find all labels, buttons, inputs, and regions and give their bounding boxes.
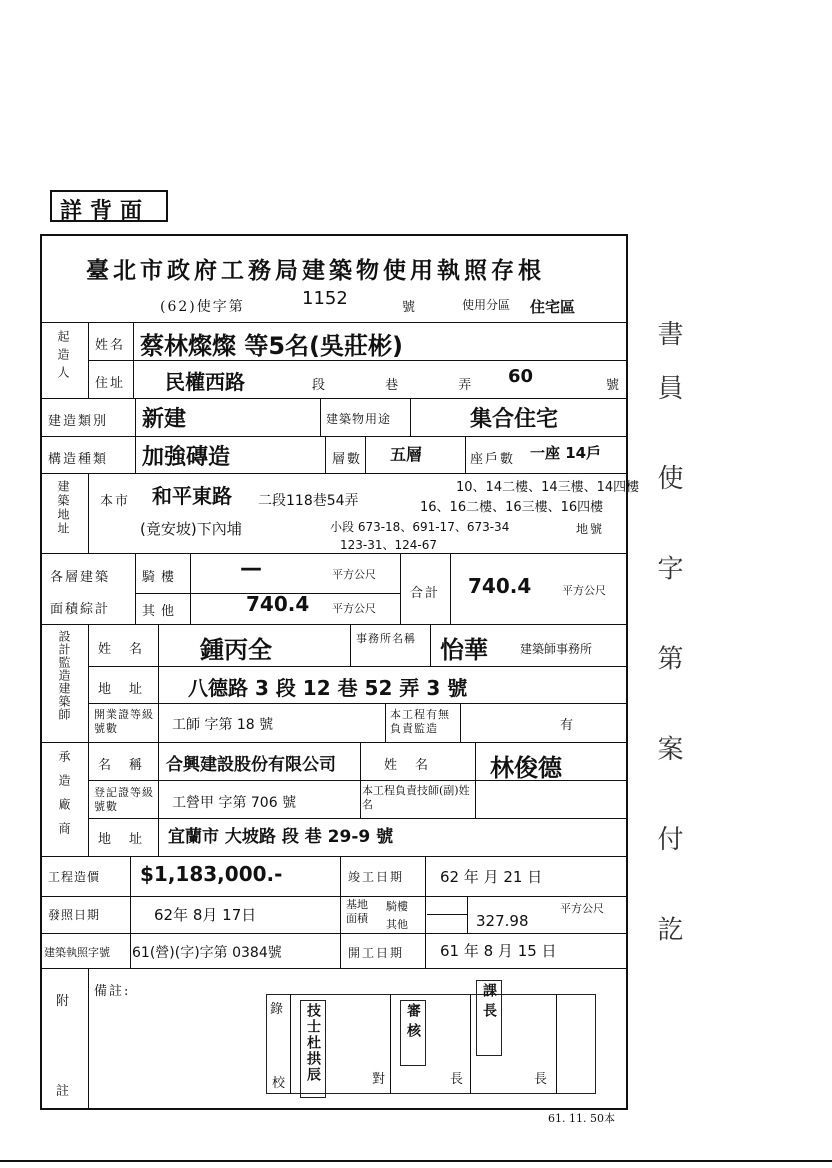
arcade-label: 騎樓 <box>142 570 181 585</box>
designer-office-value: 怡華 <box>440 636 488 664</box>
remarks-side-top: 附 <box>56 994 72 1009</box>
finish-value: 62 年 月 21 日 <box>440 868 543 886</box>
total-label: 合計 <box>410 586 441 601</box>
start-value: 61 年 8 月 15 日 <box>440 942 557 960</box>
permit-number: 1152 <box>302 288 348 309</box>
contractor-addr-value: 宜蘭市 大坡路 段 巷 29-9 號 <box>168 827 394 847</box>
margin-text: 書員 使 字 第 案 付 訖 <box>653 320 683 970</box>
stamp-label-2: 校 <box>272 1076 288 1091</box>
designer-supervise-value: 有 <box>560 718 576 733</box>
designer-name-value: 鍾丙全 <box>200 636 272 664</box>
site-group-label: 建築地址 <box>56 480 70 536</box>
permit-label: 建築執照字號 <box>44 946 110 959</box>
contractor-owner-label: 姓名 <box>384 758 447 773</box>
permit-value: 61(營)(字)字第 0384號 <box>132 945 282 961</box>
build-use-value: 集合住宅 <box>470 407 559 432</box>
contractor-name-label: 名稱 <box>98 758 161 773</box>
stamp-label-1: 錄 <box>270 1002 286 1017</box>
arcade-value: — <box>240 556 262 581</box>
applicant-name-label: 姓名 <box>95 338 126 353</box>
other-value: 740.4 <box>246 592 310 616</box>
stamp-review-text: 審核 <box>400 1000 426 1066</box>
designer-license-value: 工師 字第 18 號 <box>172 717 274 733</box>
designer-license-label: 開業證等級號數 <box>94 708 154 735</box>
finish-label: 竣工日期 <box>348 870 405 884</box>
contractor-owner-value: 林俊德 <box>490 754 562 782</box>
area-group-label-1: 各層建築 <box>50 570 111 585</box>
site-numbers-1: 10、14二樓、14三樓、14四樓 <box>456 480 640 495</box>
site-parcel: 小段 673-18、691-17、673-34 <box>330 520 510 534</box>
contractor-group-label: 承造廠商 <box>57 750 71 846</box>
designer-office-suffix: 建築師事務所 <box>520 642 593 656</box>
site-road: 和平東路 <box>152 484 232 508</box>
arcade-unit: 平方公尺 <box>332 568 376 581</box>
zone-label: 使用分區 <box>462 298 511 312</box>
units-value: 一座 14戶 <box>530 444 602 462</box>
permit-number-prefix: (62)使字第 <box>160 299 245 315</box>
stamp-label-5: 長 <box>534 1072 550 1087</box>
units-label: 座戶數 <box>470 452 516 467</box>
footer-code: 61. 11. 50本 <box>548 1112 615 1125</box>
start-label: 開工日期 <box>348 946 405 960</box>
site-segment: 二段118巷54弄 <box>258 493 359 509</box>
permit-number-suffix: 號 <box>402 300 418 315</box>
badge-text: 詳背面 <box>60 198 151 224</box>
site-numbers-2: 16、16二樓、16三樓、16四樓 <box>420 500 604 515</box>
struct-value: 加強磚造 <box>142 445 231 470</box>
build-type-value: 新建 <box>142 407 187 432</box>
site-district: (竟安坡)下內埔 <box>140 520 242 538</box>
floors-value: 五層 <box>390 445 423 464</box>
cost-value: $1,183,000.- <box>140 862 283 886</box>
base-value: 327.98 <box>476 912 529 930</box>
applicant-addr-label: 住址 <box>95 376 126 391</box>
contractor-reg-label: 登記證等級號數 <box>94 786 154 813</box>
stamp-tech-text: 技士杜拱辰 <box>300 1000 326 1098</box>
total-value: 740.4 <box>468 574 532 598</box>
designer-addr-label: 地址 <box>98 682 161 697</box>
base-arcade: 騎樓 <box>386 900 408 913</box>
issue-value: 62年 8月 17日 <box>154 906 257 924</box>
base-label: 基地面積 <box>346 898 368 925</box>
stamp-label-3: 對 <box>372 1072 388 1087</box>
build-use-label: 建築物用途 <box>326 412 392 426</box>
area-group-label-2: 面積綜計 <box>50 602 111 617</box>
applicant-addr-value: 民權西路 <box>165 370 245 394</box>
zone-value: 住宅區 <box>530 298 576 316</box>
applicant-addr-hao: 號 <box>606 378 622 393</box>
designer-supervise-label: 本工程有無負責監造 <box>390 708 450 735</box>
detail-back-badge <box>50 190 168 222</box>
applicant-addr-lane: 段 巷 弄 <box>312 378 500 393</box>
designer-group-label: 設計監造建築師 <box>57 630 71 721</box>
applicant-addr-no: 60 <box>508 366 534 387</box>
stamp-label-4: 長 <box>450 1072 466 1087</box>
form-title: 臺北市政府工務局建築物使用執照存根 <box>86 257 545 284</box>
designer-addr-value: 八德路 3 段 12 巷 52 弄 3 號 <box>188 676 468 700</box>
build-type-label: 建造類別 <box>48 414 109 429</box>
contractor-name-value: 合興建設股份有限公司 <box>166 755 336 775</box>
site-parcel-suffix: 地號 <box>576 522 605 536</box>
base-other: 其他 <box>386 918 408 931</box>
contractor-reg-value: 工營甲 字第 706 號 <box>172 795 297 811</box>
site-parcel-2: 123-31、124-67 <box>340 538 438 552</box>
floors-label: 層數 <box>332 452 363 467</box>
other-unit: 平方公尺 <box>332 602 376 615</box>
cost-label: 工程造價 <box>48 870 101 884</box>
total-unit: 平方公尺 <box>562 584 606 597</box>
remarks-side-bottom: 註 <box>56 1084 72 1099</box>
contractor-tech-label: 本工程負責技師(副)姓名 <box>362 784 470 811</box>
stamp-chief-text: 課長 <box>476 980 502 1056</box>
applicant-name-value: 蔡林燦燦 等5名(吳莊彬) <box>140 332 403 360</box>
remarks-label: 備註: <box>94 984 131 999</box>
applicant-group-label: 起造人 <box>56 330 70 384</box>
page-bottom-rule <box>0 1160 832 1162</box>
other-label: 其他 <box>142 604 181 619</box>
base-unit: 平方公尺 <box>560 902 604 915</box>
designer-name-label: 姓名 <box>98 642 161 657</box>
site-city: 本市 <box>100 494 131 509</box>
issue-label: 發照日期 <box>48 908 101 922</box>
designer-office-label: 事務所名稱 <box>356 632 416 645</box>
struct-label: 構造種類 <box>48 452 109 467</box>
contractor-addr-label: 地址 <box>98 832 161 847</box>
